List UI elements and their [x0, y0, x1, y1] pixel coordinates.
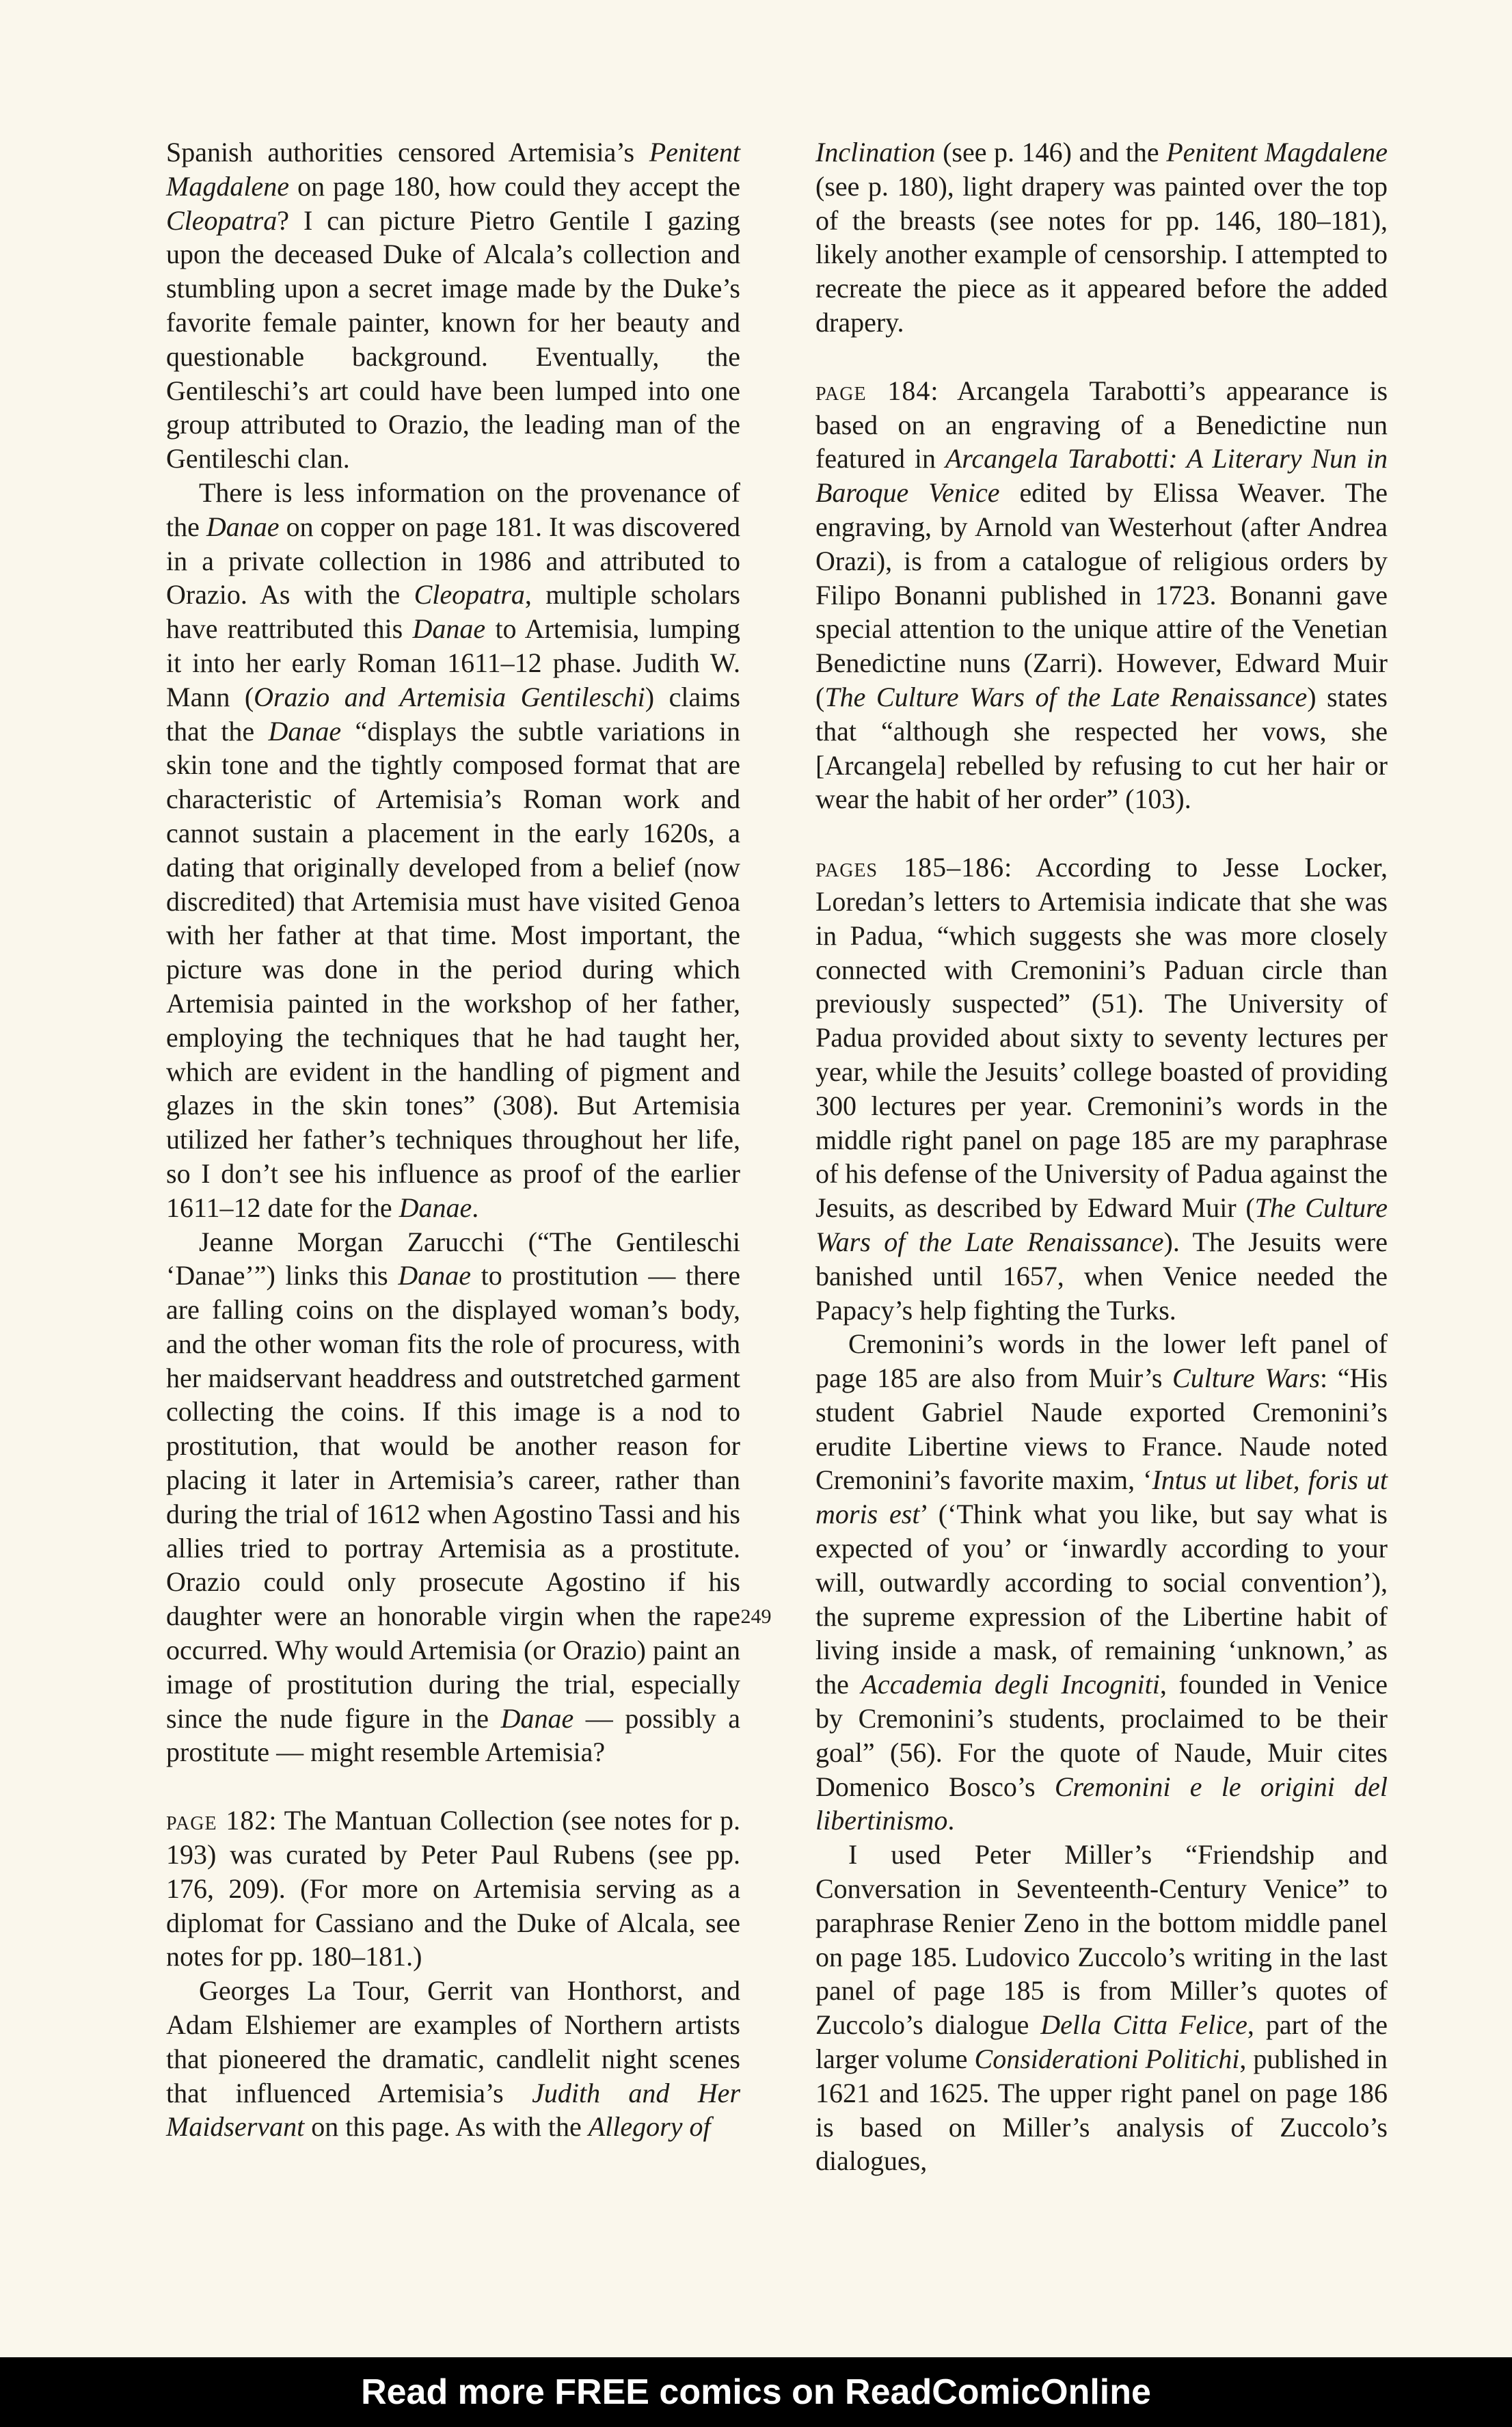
note-heading: pages 185–186 [815, 852, 1005, 883]
text-run: ’ (‘Think what you like, but say what is expected of you’ or ‘inwardly according to your will, outwardly according to social convention’), the supreme expression of the Libertine habit of living inside a mask, of remaining ‘unknown,’ as the [815, 1499, 1388, 1700]
text-run: . [472, 1192, 479, 1223]
text-run: Jeanne Morgan Zarucchi (“The Gentileschi ‘Danae’”) links this [166, 1226, 740, 1291]
text-run: ? I can picture Pietro Gentile I gazing upon the deceased Duke of Alcala’s collection and stumbling upon a secret image made by the Duke’s favorite female painter, known for her beauty and questionable background. Eventually, the Gentileschi’s art could have been lumped into one group attributed to Orazio, the leading man of the Gentileschi clan. [166, 204, 740, 474]
italic-title: Allegory of [588, 2111, 711, 2143]
italic-title: Intus ut libet, foris ut moris est [815, 1464, 1388, 1530]
text-run: : According to Jesse Locker, Loredan’s letters to Artemisia indicate that she was in Padua, “which suggests she was more closely connected with Cremonini’s Paduan circle than previously suspected” (51). The University of Padua provided about sixty to seventy lectures per year, while the Jesuits’ college boasted of providing 300 lectures per year. Cremonini’s words in the middle right panel on page 185 are my paraphrase of his defense of the University of Padua against the Jesuits, as described by Edward Muir ( [815, 852, 1388, 1224]
text-run: , founded in Venice by Cremonini’s students, proclaimed to be their goal” (56). For the quote of Naude, Muir cites Domenico Bosco’s [815, 1669, 1388, 1802]
italic-title: Considerationi Politichi [974, 2043, 1240, 2075]
italic-title: Danae [500, 1702, 574, 1734]
paragraph [815, 1327, 1388, 1838]
text-run: (see p. 146) and the [935, 137, 1167, 167]
italic-title: Danae [399, 1192, 472, 1223]
paragraph [815, 135, 1388, 340]
text-run: , part of the larger volume [815, 2009, 1388, 2075]
paragraph [166, 476, 740, 1225]
italic-title: Penitent Magdalene [1166, 137, 1388, 167]
text-run: (see p. 180), light drapery was painted over the top of the breasts (see notes for pp. 146, 180–181), likely another example of censorship. I attempted to recreate the piece as it appeared before the added drapery. [815, 170, 1388, 338]
paragraph [815, 1838, 1388, 2178]
promo-banner[interactable] [0, 2357, 1512, 2427]
italic-title: Arcangela Tarabotti: A Literary Nun in Baroque Venice [815, 443, 1388, 509]
italic-title: Penitent Magdalene [166, 137, 740, 202]
note-heading: page 184 [815, 375, 931, 406]
italic-title: Danae [398, 1260, 471, 1291]
text-run: to prostitution — there are falling coins on the displayed woman’s body, and the other woman fits the role of procuress, with her maidservant headdress and outstretched garment collecting the coins. If this image is a nod to prostitution, that would be another reason for placing it later in Artemisia’s career, rather than during the trial of 1612 when Agostino Tassi and his allies tried to portray Artemisia as a prostitute. Orazio could only prosecute Agostino if his daughter were an honorable virgin when the rape occurred. Why would Artemisia (or Orazio) paint an image of prostitution during the trial, especially since the nude figure in the [166, 1260, 741, 1734]
paragraph [166, 1804, 740, 1974]
text-run: on this page. As with the [304, 2111, 589, 2143]
text-run: “displays the subtle variations in skin tone and the tightly composed format that are characteristic of Artemisia’s Roman work and cannot sustain a placement in the early 1620s, a dating that originally developed from a belief (now discredited) that Artemisia must have visited Genoa with her father at that time. Most important, the picture was done in the period during which Artemisia painted in the workshop of her father, employing the techniques that he had taught her, which are evident in the handling of pigment and glazes in the skin tones” (308). But Artemisia utilized her father’s techniques throughout her life, so I don’t see his influence as proof of the earlier 1611–12 date for the [166, 715, 740, 1223]
paragraph [166, 1225, 740, 1770]
italic-title: Danae [268, 715, 342, 747]
italic-title: Cleopatra [166, 204, 278, 236]
italic-title: The Culture Wars of the Late Renaissance [824, 681, 1308, 712]
text-run: ) claims that the [166, 681, 740, 747]
italic-title: Cleopatra [414, 579, 525, 611]
paragraph [166, 1974, 740, 2144]
text-run: : The Mantuan Collection (see notes for p. 193) was curated by Peter Paul Rubens (see pp. 176, 209). (For more on Artemisia serving as a diplomat for Cassiano and the Duke of Alcala, see notes for pp. 180–181.) [166, 1805, 741, 1972]
italic-title: Culture Wars [1172, 1363, 1321, 1394]
italic-title: Cremonini e le origini del libertinismo [815, 1771, 1388, 1836]
text-run: on copper on page 181. It was discovered in a private collection in 1986 and attributed to Orazio. As with the [166, 511, 740, 611]
text-run: , multiple scholars have reattributed this [166, 579, 740, 645]
text-run: Georges La Tour, Gerrit van Honthorst, and Adam Elshiemer are examples of Northern artists that pioneered the dramatic, candlelit night scenes that influenced Artemisia’s [166, 1975, 740, 2108]
italic-title: Judith and Her Maidservant [166, 2077, 741, 2143]
text-run: Cremonini’s words in the lower left panel of page 185 are also from Muir’s [815, 1328, 1388, 1394]
text-run: I used Peter Miller’s “Friendship and Conversation in Seventeenth-Century Venice” to paraphrase Renier Zeno in the bottom middle panel on page 185. Ludovico Zuccolo’s writing in the last panel of page 185 is from Miller’s quotes of Zuccolo’s dialogue [815, 1839, 1388, 2041]
italic-title: The Culture Wars of the Late Renaissance [815, 1192, 1388, 1257]
text-run: : “His student Gabriel Naude exported Cremonini’s erudite Libertine views to France. Naude noted Cremonini’s favorite maxim, ‘ [815, 1363, 1388, 1496]
text-run: ) states that “although she respected her vows, she [Arcangela] rebelled by refusing to cut her hair or wear the habit of her order” (103). [815, 681, 1388, 815]
paragraph [166, 135, 740, 476]
text-run: edited by Elissa Weaver. The engraving, by Arnold van Westerhout (after Andrea Orazi), is from a catalogue of religious orders by Filipo Bonanni published in 1723. Bonanni gave special attention to the unique attire of the Venetian Benedictine nuns (Zarri). However, Edward Muir ( [815, 477, 1388, 712]
paragraph [815, 850, 1388, 1327]
italic-title: Orazio and Artemisia Gentileschi [254, 681, 645, 712]
paragraph [815, 374, 1388, 816]
page-number: 249 [740, 1605, 772, 1628]
text-run: Spanish authorities censored Artemisia’s [166, 137, 649, 167]
text-run: on page 180, how could they accept the [288, 170, 740, 202]
text-run: — possibly a prostitute — might resemble Artemisia? [166, 1702, 740, 1768]
text-run: to Artemisia, lumping it into her early Roman 1611–12 phase. Judith W. Mann ( [166, 613, 740, 712]
text-run: There is less information on the provenance of the [166, 477, 740, 542]
italic-title: Inclination [815, 137, 936, 167]
italic-title: Danae [206, 511, 280, 542]
text-run: . [947, 1805, 955, 1836]
italic-title: Accademia degli Incogniti [861, 1669, 1160, 1700]
text-run: , published in 1621 and 1625. The upper right panel on page 186 is based on Miller’s analysis of Zuccolo’s dialogues, [815, 2043, 1388, 2177]
text-run: : Arcangela Tarabotti’s appearance is based on an engraving of a Benedictine nun featured in [815, 375, 1388, 474]
right-column [815, 135, 1388, 2178]
italic-title: Danae [412, 613, 486, 645]
note-heading: page 182 [166, 1805, 269, 1836]
text-run: ). The Jesuits were banished until 1657, when Venice needed the Papacy’s help fighting the Turks. [815, 1226, 1388, 1326]
italic-title: Della Citta Felice [1040, 2009, 1247, 2041]
promo-banner-text: Read more FREE comics on ReadComicOnline [361, 2372, 1151, 2412]
left-column [166, 135, 740, 2144]
